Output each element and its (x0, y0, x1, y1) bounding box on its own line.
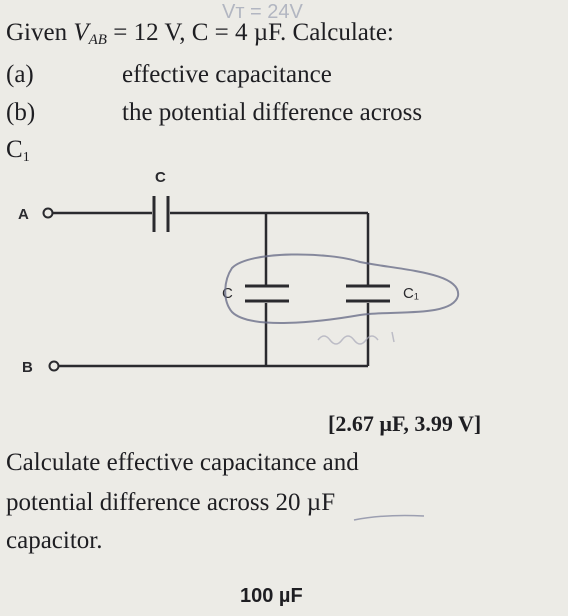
given-statement (6, 20, 394, 48)
parallel-capacitor-label: C (222, 285, 233, 302)
question2-line2: potential difference across 20 µF (6, 489, 336, 516)
part-b-label: (b) (6, 99, 36, 126)
part-b-text: the potential difference across (122, 99, 423, 126)
node-b-label: B (22, 359, 33, 376)
handwritten-top-note: Vᴛ = 24V (222, 1, 303, 23)
series-capacitor-label: C (155, 169, 166, 186)
node-a-label: A (18, 206, 29, 223)
circuit-wires (52, 196, 390, 366)
terminal-b (50, 362, 59, 371)
handwritten-scribble (318, 332, 394, 344)
part-a-text: effective capacitance (122, 61, 332, 88)
bottom-note: 100 µF (240, 585, 303, 607)
voltage-subscript: AB (88, 32, 107, 48)
question2-line3: capacitor. (6, 527, 103, 554)
c1-capacitor-label: C₁ (403, 285, 419, 302)
given-values: = 12 V, C = 4 µF. Calculate: (106, 19, 394, 46)
handwritten-underline (354, 516, 424, 521)
c1-symbol: C (6, 136, 23, 163)
answer-text: [2.67 µF, 3.99 V] (328, 411, 482, 436)
c1-subscript: 1 (22, 150, 30, 165)
terminal-a (44, 209, 53, 218)
question2-line1: Calculate effective capacitance and (6, 449, 359, 476)
c1-label (6, 137, 30, 165)
given-prefix: Given (6, 19, 74, 46)
handwritten-circle-annotation (225, 254, 458, 323)
part-a-label: (a) (6, 61, 34, 88)
voltage-symbol: V (73, 19, 89, 46)
